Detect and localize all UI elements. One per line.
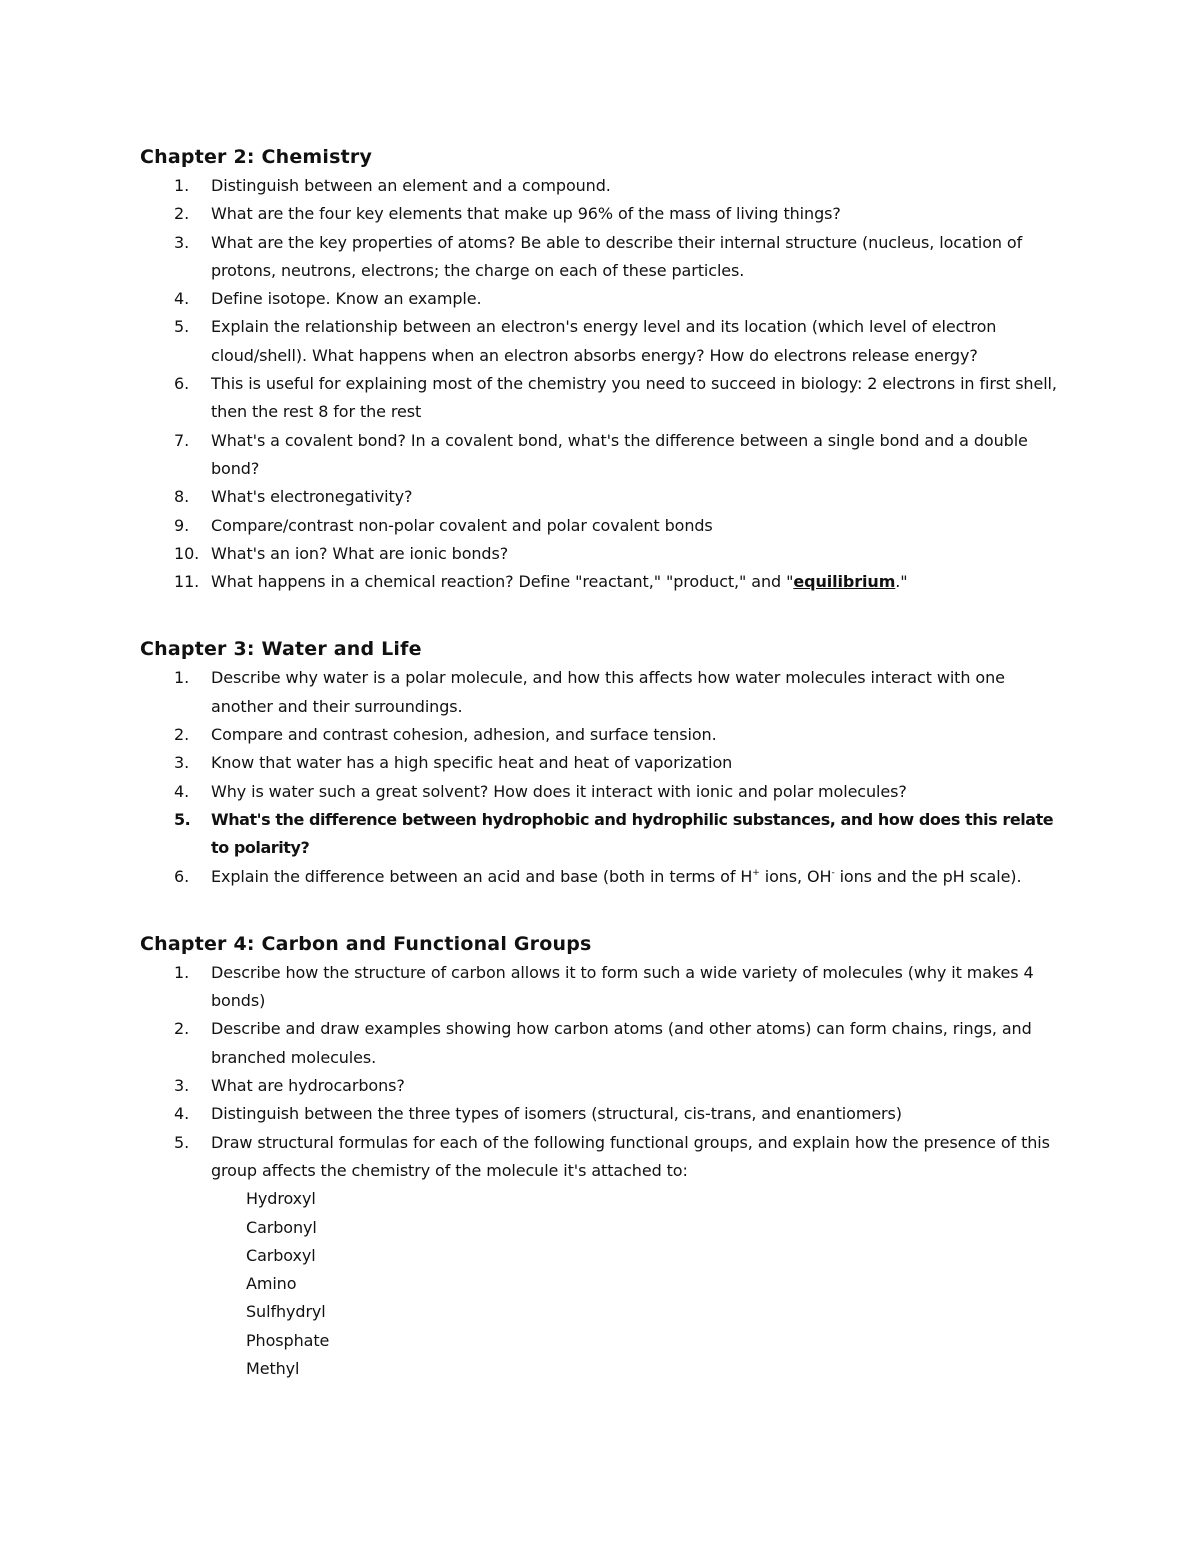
question-text: Explain the relationship between an electron's energy level and its location (which level of electron cloud/shell). What happens when an electron absorbs energy? How do electrons release energy? [211,317,997,365]
question-text: Distinguish between an element and a compound. [211,176,611,195]
question-item [140,229,1065,286]
question-text: Describe and draw examples showing how carbon atoms (and other atoms) can form chains, rings, and branched molecules. [211,1019,1032,1067]
functional-group-item: Amino [246,1274,297,1294]
functional-group-item: Carboxyl [246,1245,316,1265]
functional-group-item: Carbonyl [246,1217,317,1237]
question-text: What are the four key elements that make up 96% of the mass of living things? [211,204,841,224]
question-number: 3. [174,1076,190,1096]
functional-group-item: Phosphate [246,1330,330,1350]
question-text: Why is water such a great solvent? How does it interact with ionic and polar molecules? [211,781,907,801]
question-item [140,200,1065,228]
question-item [140,1072,1065,1100]
question-item [140,172,1065,200]
question-text-part: What happens in a chemical reaction? Define "reactant," "product," and " [211,572,794,592]
question-item [140,285,1065,313]
equilibrium-term: equilibrium [793,572,896,592]
question-text: What are the key properties of atoms? Be able to describe their internal structure (nucleus, location of protons, neutrons, electrons; the charge on each of these particles. [211,232,1023,280]
question-item [140,568,1065,596]
question-text: Compare/contrast non-polar covalent and polar covalent bonds [211,515,713,535]
question-text: Distinguish between the three types of isomers (structural, cis-trans, and enantiomers) [211,1104,902,1124]
functional-group-item: Methyl [246,1358,300,1378]
question-item [140,1129,1065,1384]
question-text: What's an ion? What are ionic bonds? [211,543,509,563]
question-item [140,664,1065,721]
question-number: 5. [174,1132,190,1152]
question-number: 1. [174,176,190,195]
question-number: 2. [174,204,190,224]
question-text: Draw structural formulas for each of the following functional groups, and explain how the presence of this group affects the chemistry of the molecule it's attached to: [211,1132,1050,1180]
chapter-title: Chapter 4: Carbon and Functional Groups [140,932,592,955]
chapter-2-section [140,142,1065,596]
question-item [140,721,1065,749]
functional-groups-list [211,1185,1065,1383]
question-text [211,572,908,591]
chapter-4-section [140,929,1065,1383]
question-item [140,370,1065,427]
question-item [140,959,1065,1016]
question-number: 3. [174,232,190,252]
question-number: 8. [174,487,190,507]
question-text: This is useful for explaining most of the chemistry you need to succeed in biology: 2 electrons in first shell, then the rest 8 for the rest [211,374,1057,422]
question-item [140,540,1065,568]
question-text: Know that water has a high specific heat and heat of vaporization [211,753,733,773]
question-text-part: Explain the difference between an acid and base (both in terms of H [211,866,753,886]
study-guide-page [140,142,1065,1383]
question-text-part: ions and the pH scale). [834,866,1022,886]
question-number: 4. [174,289,190,309]
question-item [140,512,1065,540]
question-number: 9. [174,515,190,535]
question-number: 6. [174,866,190,886]
question-text [211,867,1021,886]
question-item [140,313,1065,370]
question-item [140,1100,1065,1128]
functional-group-item: Hydroxyl [246,1189,316,1209]
question-number: 6. [174,374,190,394]
chapter-3-section [140,634,1065,890]
chapter-title: Chapter 3: Water and Life [140,638,422,661]
question-number: 4. [174,781,190,801]
question-text-part: ." [895,572,908,592]
question-list [140,664,1065,890]
question-text: What are hydrocarbons? [211,1076,405,1096]
superscript-minus: - [831,867,835,878]
chapter-title: Chapter 2: Chemistry [140,146,373,168]
question-text-part: ions, OH [759,866,832,886]
question-number: 3. [174,753,190,773]
question-number: 10. [174,543,200,563]
question-item [140,483,1065,511]
functional-group-item: Sulfhydryl [246,1302,326,1322]
question-item [140,778,1065,806]
question-number: 5. [174,809,191,829]
question-number: 11. [174,572,200,592]
question-text: Describe how the structure of carbon allows it to form such a wide variety of molecules (why it makes 4 bonds) [211,962,1034,1011]
question-number: 4. [174,1104,190,1124]
question-item-highlighted [140,806,1065,863]
question-number: 5. [174,317,190,337]
question-item [140,1015,1065,1072]
question-number: 1. [174,668,190,688]
question-text: What's a covalent bond? In a covalent bond, what's the difference between a single bond and a double bond? [211,430,1028,478]
question-number: 2. [174,1019,190,1039]
question-text: Define isotope. Know an example. [211,289,482,309]
question-number: 7. [174,430,190,450]
question-item [140,863,1065,891]
question-list [140,959,1065,1383]
question-item [140,749,1065,777]
question-number: 2. [174,725,190,745]
question-text: What's electronegativity? [211,487,413,507]
superscript-plus: + [752,867,760,878]
question-text: Compare and contrast cohesion, adhesion, and surface tension. [211,725,717,745]
question-number: 1. [174,962,190,982]
question-list [140,172,1065,596]
question-text: What's the difference between hydrophobic and hydrophilic substances, and how does this relate to polarity? [211,809,1054,858]
question-item [140,427,1065,484]
question-text: Describe why water is a polar molecule, and how this affects how water molecules interact with one another and their surroundings. [211,668,1005,716]
